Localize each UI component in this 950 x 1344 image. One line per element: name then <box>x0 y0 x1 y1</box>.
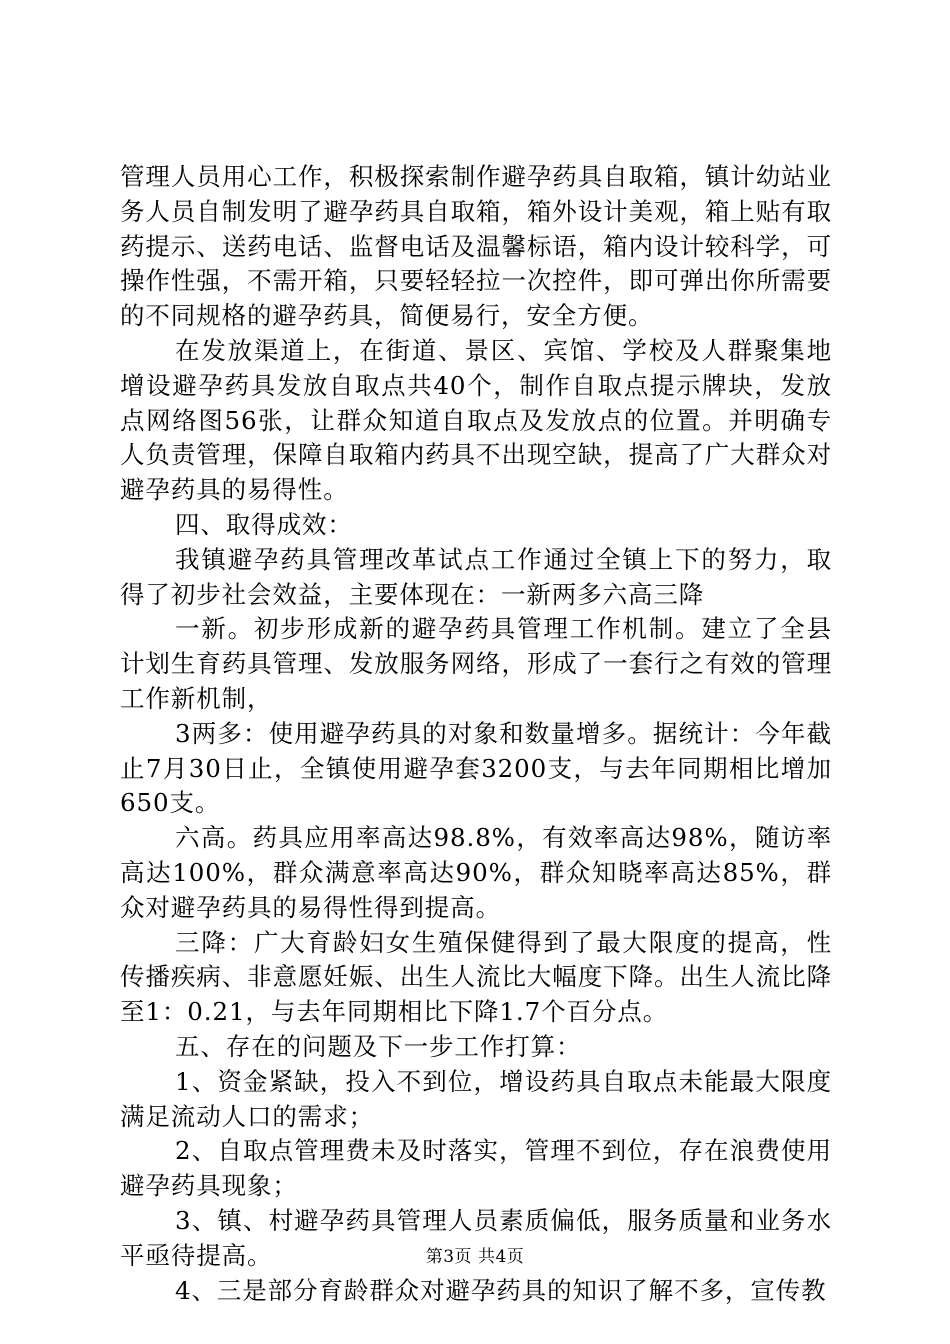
section-heading-problems: 五、存在的问题及下一步工作打算： <box>175 1031 582 1061</box>
paragraph-one-new: 一新。初步形成新的避孕药具管理工作机制。建立了全县计划生育药具管理、发放服务网络，形成了一套行之有效的管理工作新机制， <box>120 614 832 713</box>
paragraph-two-more: 3两多：使用避孕药具的对象和数量增多。据统计：今年截止7月30日止，全镇使用避孕套3200支，与去年同期相比增加650支。 <box>120 718 832 818</box>
paragraph-six-high: 六高。药具应用率高达98.8%，有效率高达98%，随访率高达100%，群众满意率高达90%，群众知晓率高达85%，群众对避孕药具的易得性得到提高。 <box>120 823 832 922</box>
paragraph-self-service-box: 管理人员用心工作，积极探索制作避孕药具自取箱，镇计幼站业务人员自制发明了避孕药具自取箱，箱外设计美观，箱上贴有取药提示、送药电话、监督电话及温馨标语，箱内设计较科学，可操作性强，不需开箱，只要轻轻拉一次控件，即可弹出你所需要的不同规格的避孕药具，简便易行，安全方便。 <box>120 162 832 331</box>
section-heading-results: 四、取得成效： <box>175 509 353 539</box>
problem-item-2: 2、自取点管理费未及时落实，管理不到位，存在浪费使用避孕药具现象； <box>120 1136 832 1201</box>
paragraph-three-down: 三降：广大育龄妇女生殖保健得到了最大限度的提高，性传播疾病、非意愿妊娠、出生人流比大幅度下降。出生人流比降至1：0.21，与去年同期相比下降1.7个百分点。 <box>120 927 832 1027</box>
page-number-footer: 第3页 共4页 <box>425 1247 525 1267</box>
problem-item-4: 4、三是部分育龄群众对避孕药具的知识了解不多，宣传教 <box>175 1275 827 1305</box>
paragraph-distribution-channels: 在发放渠道上，在街道、景区、宾馆、学校及人群聚集地增设避孕药具发放自取点共40个，制作自取点提示牌块，发放点网络图56张，让群众知道自取点及发放点的位置。并明确专人负责管理，保障自取箱内药具不出现空缺，提高了广大群众对避孕药具的易得性。 <box>120 335 832 505</box>
problem-item-1: 1、资金紧缺，投入不到位，增设药具自取点未能最大限度满足流动人口的需求； <box>120 1066 832 1131</box>
problem-item-3: 3、镇、村避孕药具管理人员素质偏低，服务质量和业务水平亟待提高。 <box>120 1205 832 1270</box>
paragraph-results-summary: 我镇避孕药具管理改革试点工作通过全镇上下的努力，取得了初步社会效益，主要体现在：一新两多六高三降 <box>120 544 832 609</box>
document-body <box>120 160 832 1308</box>
